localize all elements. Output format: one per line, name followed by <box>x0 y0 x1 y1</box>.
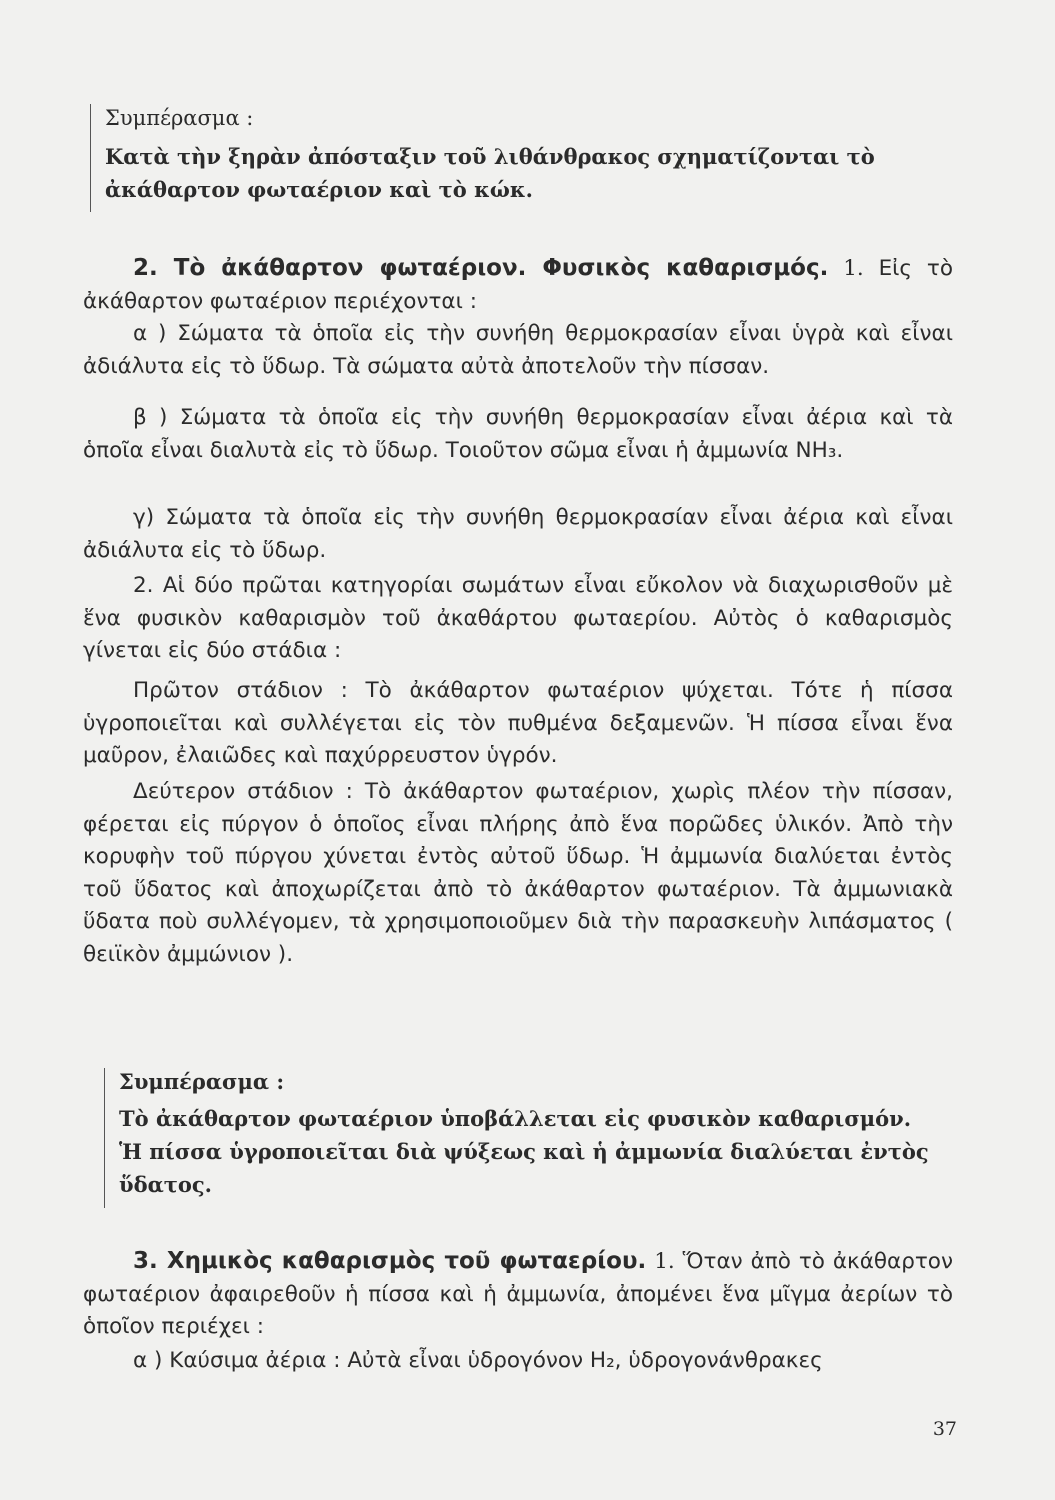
conclusion-box-1 <box>90 104 965 212</box>
paragraph-text: Εἰς τὸ ἀκάθαρτον φωταέριον περιέχονται : <box>83 256 953 314</box>
conclusion-box-2 <box>104 1068 965 1208</box>
paragraph-text: Ὅταν ἀπὸ τὸ ἀκάθαρτον φωταέριον ἀφαιρεθοῦν ἡ πίσσα καὶ ἡ ἀμμωνία, ἀπομένει ἕνα μῖγμα ἀερίων τὸ ὁποῖον περιέχει : <box>83 1249 953 1339</box>
item-a: α ) Σώματα τὰ ὁποῖα εἰς τὴν συνήθη θερμοκρασίαν εἶναι ὑγρὰ καὶ εἶναι ἀδιάλυτα εἰς τὸ ὕδωρ. Τὰ σώματα αὐτὰ ἀποτελοῦν τὴν πίσσαν. <box>83 321 953 379</box>
item-b: β ) Σώματα τὰ ὁποῖα εἰς τὴν συνήθη θερμοκρασίαν εἶναι ἀέρια καὶ τὰ ὁποῖα εἶναι διαλυτὰ εἰς τὸ ὕδωρ. Τοιοῦτον σῶμα εἶναι ἡ ἀμμωνία NH₃. <box>83 405 953 463</box>
conclusion-title: Συμπέρασμα : <box>119 1069 285 1094</box>
conclusion-line: Ἡ πίσσα ὑγροποιεῖται διὰ ψύξεως καὶ ἡ ἀμμωνία διαλύεται ἐντὸς ὕδατος. <box>119 1139 929 1197</box>
item-a: α ) Καύσιμα ἀέρια : Αὐτὰ εἶναι ὑδρογόνον H₂, ὑδρογονάνθρακες <box>133 1348 823 1373</box>
page-number: 37 <box>932 1418 957 1440</box>
stage-1: Πρῶτον στάδιον : Τὸ ἀκάθαρτον φωταέριον ψύχεται. Τότε ἡ πίσσα ὑγροποιεῖται καὶ συλλέγεται εἰς τὸν πυθμένα δεξαμενῶν. Ἡ πίσσα εἶναι ἕνα μαῦρον, ἐλαιῶδες καὶ παχύρρευστον ὑγρόν. <box>83 678 953 768</box>
conclusion-line: Τὸ ἀκάθαρτον φωταέριον ὑποβάλλεται εἰς φυσικὸν καθαρισμόν. <box>119 1106 912 1131</box>
item-c: γ) Σώματα τὰ ὁποῖα εἰς τὴν συνήθη θερμοκρασίαν εἶναι ἀέρια καὶ εἶναι ἀδιάλυτα εἰς τὸ ὕδωρ. <box>83 505 953 563</box>
conclusion-title: Συμπέρασμα : <box>105 106 254 130</box>
stage-2: Δεύτερον στάδιον : Τὸ ἀκάθαρτον φωταέριον, χωρὶς πλέον τὴν πίσσαν, φέρεται εἰς πύργον ὁ ὁποῖος εἶναι πλήρης ἀπὸ ἕνα πορῶδες ὑλικόν. Ἀπὸ τὴν κορυφὴν τοῦ πύργου χύνεται ἐντὸς αὐτοῦ ὕδωρ. Ἡ ἀμμωνία διαλύεται ἐντὸς τοῦ ὕδατος καὶ ἀποχωρίζεται ἀπὸ τὸ ἀκάθαρτον φωταέριον. Τὰ ἀμμωνιακὰ ὕδατα ποὺ συλλέγομεν, τὰ χρησιμοποιοῦμεν διὰ τὴν παρασκευὴν λιπάσματος ( θειϊκὸν ἀμμώνιον ). <box>83 779 953 967</box>
section-heading: 3. Χημικὸς καθαρισμὸς τοῦ φωταερίου. <box>133 1248 647 1274</box>
section-3-intro: 3. Χημικὸς καθαρισμὸς τοῦ φωταερίου. 1. Ὅταν ἀπὸ τὸ ἀκάθαρτον φωταέριον ἀφαιρεθοῦν ἡ πίσσα καὶ ἡ ἀμμωνία, ἀπομένει ἕνα μῖγμα ἀερίων τὸ ὁποῖον περιέχει : <box>83 1248 953 1339</box>
paragraph-2: 2. Αἱ δύο πρῶται κατηγορίαι σωμάτων εἶναι εὔκολον νὰ διαχωρισθοῦν μὲ ἕνα φυσικὸν καθαρισμὸν τοῦ ἀκαθάρτου φωταερίου. Αὐτὸς ὁ καθαρισμὸς γίνεται εἰς δύο στάδια : <box>83 573 953 663</box>
section-2-intro: 2. Τὸ ἀκάθαρτον φωταέριον. Φυσικὸς καθαρισμός. 1. Εἰς τὸ ἀκάθαρτον φωταέριον περιέχονται : <box>83 255 953 314</box>
conclusion-text: Κατὰ τὴν ξηρὰν ἀπόσταξιν τοῦ λιθάνθρακος σχηματίζονται τὸ ἀκάθαρτον φωταέριον καὶ τὸ κώκ. <box>105 144 875 202</box>
section-heading: 2. Τὸ ἀκάθαρτον φωταέριον. Φυσικὸς καθαρισμός. <box>133 255 829 281</box>
